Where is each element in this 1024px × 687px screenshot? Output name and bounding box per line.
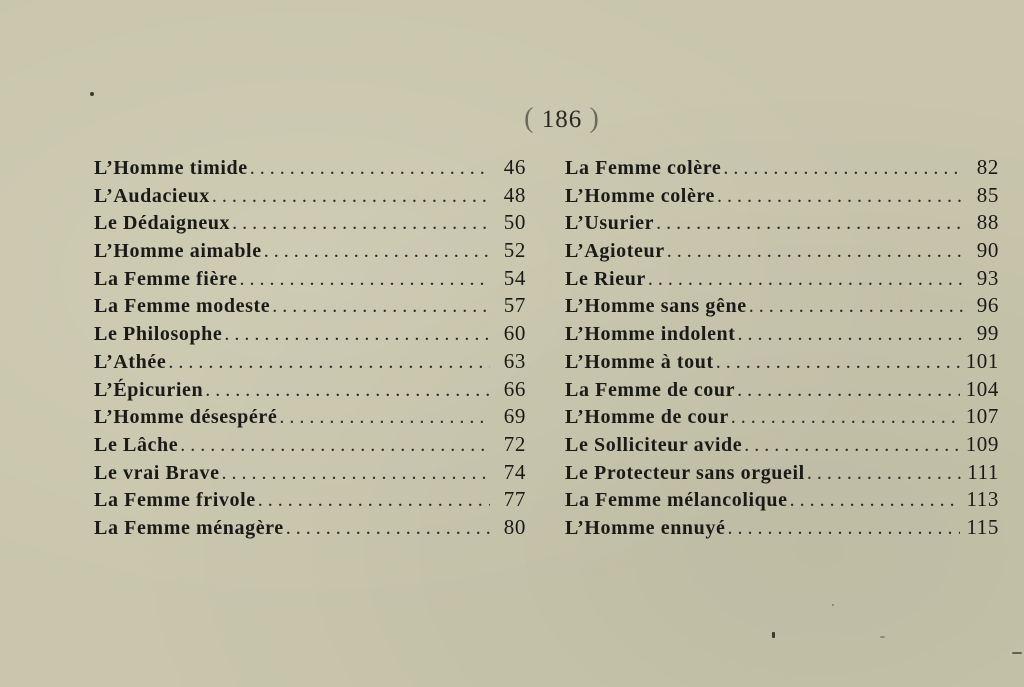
paper-speck — [880, 636, 885, 638]
toc-entry — [94, 487, 526, 515]
toc-entry — [565, 266, 999, 294]
toc-entry-title: La Femme colère — [565, 157, 722, 179]
page-number-close-paren: ) — [589, 103, 600, 134]
toc-entry — [565, 183, 999, 211]
toc-entry-page: 115 — [966, 514, 999, 539]
toc-dot-leader — [727, 517, 960, 540]
toc-entry-title: L’Agioteur — [565, 240, 665, 263]
toc-dot-leader — [744, 434, 960, 457]
toc-entry-title: Le Dédaigneux — [94, 212, 231, 235]
paper-speck — [1012, 652, 1022, 654]
toc-entry-page: 63 — [503, 348, 526, 373]
toc-entry-title: L’Homme à tout — [565, 350, 714, 373]
toc-entry-page: 82 — [976, 155, 999, 179]
toc-entry-page: 104 — [965, 376, 999, 401]
toc-entry — [94, 515, 526, 543]
toc-dot-leader — [738, 323, 963, 346]
toc-entry — [94, 210, 526, 238]
toc-entry — [565, 293, 999, 321]
toc-dot-leader — [272, 295, 490, 318]
toc-entry-page: 77 — [503, 487, 526, 512]
toc-entry-title: L’Audacieux — [94, 184, 210, 207]
toc-entry-page: 99 — [976, 321, 999, 346]
toc-dot-leader — [723, 157, 963, 180]
toc-entry — [94, 321, 526, 349]
toc-entry-title: L’Homme indolent — [565, 323, 736, 346]
toc-entry-title: L’Homme désespéré — [94, 406, 278, 429]
toc-entry — [94, 432, 526, 460]
toc-left-column — [94, 155, 526, 543]
toc-entry-title: Le vrai Brave — [94, 461, 220, 484]
toc-dot-leader — [224, 323, 490, 346]
toc-entry-title: L’Homme aimable — [94, 240, 262, 263]
toc-entry-page: 72 — [503, 431, 526, 456]
toc-entry-title: L’Homme ennuyé — [565, 516, 726, 539]
toc-entry — [565, 377, 999, 405]
toc-entry — [94, 460, 526, 488]
toc-dot-leader — [731, 406, 960, 429]
page-number — [0, 103, 1024, 135]
toc-entry — [94, 349, 526, 377]
toc-entry-page: 88 — [976, 210, 999, 235]
toc-entry-title: La Femme frivole — [94, 489, 256, 512]
toc-entry-page: 101 — [965, 348, 999, 373]
toc-entry — [565, 349, 999, 377]
toc-entry-page: 85 — [976, 182, 999, 207]
toc-entry-page: 48 — [503, 182, 526, 207]
toc-entry-page: 90 — [976, 238, 999, 263]
toc-entry-page: 80 — [503, 514, 526, 539]
toc-dot-leader — [716, 351, 960, 374]
toc-entry-title: L’Épicurien — [94, 378, 204, 401]
toc-entry — [94, 266, 526, 294]
toc-entry-title: L’Homme colère — [565, 184, 716, 207]
toc-entry — [94, 404, 526, 432]
toc-entry-page: 50 — [503, 210, 526, 235]
toc-entry-title: Le Solliciteur avide — [565, 433, 743, 456]
toc-entry-title: L’Usurier — [565, 212, 655, 235]
toc-entry-page: 109 — [965, 431, 999, 456]
toc-entry-page: 107 — [965, 404, 999, 429]
toc-entry-page: 96 — [976, 293, 999, 318]
toc-right-column — [565, 155, 999, 543]
toc-entry — [565, 238, 999, 266]
toc-entry — [565, 404, 999, 432]
toc-entry-page: 93 — [976, 265, 999, 290]
toc-dot-leader — [667, 240, 963, 263]
toc-entry-page: 111 — [967, 459, 999, 484]
paper-speck — [832, 604, 834, 606]
toc-dot-leader — [807, 462, 961, 485]
toc-entry-title: La Femme de cour — [565, 378, 736, 401]
paper-speck — [772, 632, 775, 638]
toc-entry — [565, 487, 999, 515]
toc-entry-title: La Femme mélancolique — [565, 489, 788, 512]
toc-entry — [565, 515, 999, 543]
toc-dot-leader — [648, 268, 963, 291]
toc-entry — [565, 321, 999, 349]
toc-dot-leader — [279, 406, 490, 429]
toc-entry-title: Le Lâche — [94, 433, 179, 456]
toc-dot-leader — [790, 489, 961, 512]
toc-entry-page: 74 — [503, 459, 526, 484]
toc-entry-page: 66 — [503, 376, 526, 401]
toc-dot-leader — [240, 268, 490, 291]
toc-entry-page: 46 — [503, 155, 526, 179]
toc-dot-leader — [258, 489, 490, 512]
toc-dot-leader — [749, 295, 963, 318]
toc-entry — [565, 155, 999, 183]
toc-entry-title: L’Athée — [94, 350, 167, 373]
toc-dot-leader — [232, 212, 490, 235]
toc-entry-page: 60 — [503, 321, 526, 346]
toc-entry — [94, 377, 526, 405]
toc-entry — [94, 183, 526, 211]
toc-entry-title: La Femme modeste — [94, 295, 271, 318]
toc-entry — [94, 155, 526, 183]
toc-dot-leader — [656, 212, 963, 235]
toc-dot-leader — [222, 462, 490, 485]
toc-dot-leader — [717, 185, 963, 208]
toc-dot-leader — [180, 434, 490, 457]
toc-dot-leader — [168, 351, 490, 374]
toc-entry — [565, 210, 999, 238]
toc-entry-page: 113 — [966, 487, 999, 512]
toc-entry — [565, 460, 999, 488]
toc-dot-leader — [212, 185, 490, 208]
toc-dot-leader — [205, 379, 490, 402]
toc-entry-title: L’Homme timide — [94, 157, 248, 179]
toc-dot-leader — [737, 379, 960, 402]
toc-entry — [94, 293, 526, 321]
toc-entry-title: Le Philosophe — [94, 323, 223, 346]
toc-entry-title: La Femme fière — [94, 267, 238, 290]
toc-entry-title: L’Homme de cour — [565, 406, 729, 429]
toc-entry-title: Le Rieur — [565, 267, 646, 290]
toc-entry-page: 57 — [503, 293, 526, 318]
toc-entry-title: La Femme ménagère — [94, 516, 284, 539]
toc-entry — [94, 238, 526, 266]
toc-dot-leader — [264, 240, 490, 263]
toc-entry — [565, 432, 999, 460]
toc-entry-title: Le Protecteur sans orgueil — [565, 461, 805, 484]
paper-speck — [90, 92, 94, 96]
toc-entry-page: 52 — [503, 238, 526, 263]
toc-entry-title: L’Homme sans gêne — [565, 295, 747, 318]
page-number-value: 186 — [541, 106, 583, 133]
page-number-open-paren: ( — [524, 103, 535, 134]
toc-entry-page: 69 — [503, 404, 526, 429]
toc-dot-leader — [250, 157, 490, 180]
toc-entry-page: 54 — [503, 265, 526, 290]
toc-dot-leader — [286, 517, 490, 540]
